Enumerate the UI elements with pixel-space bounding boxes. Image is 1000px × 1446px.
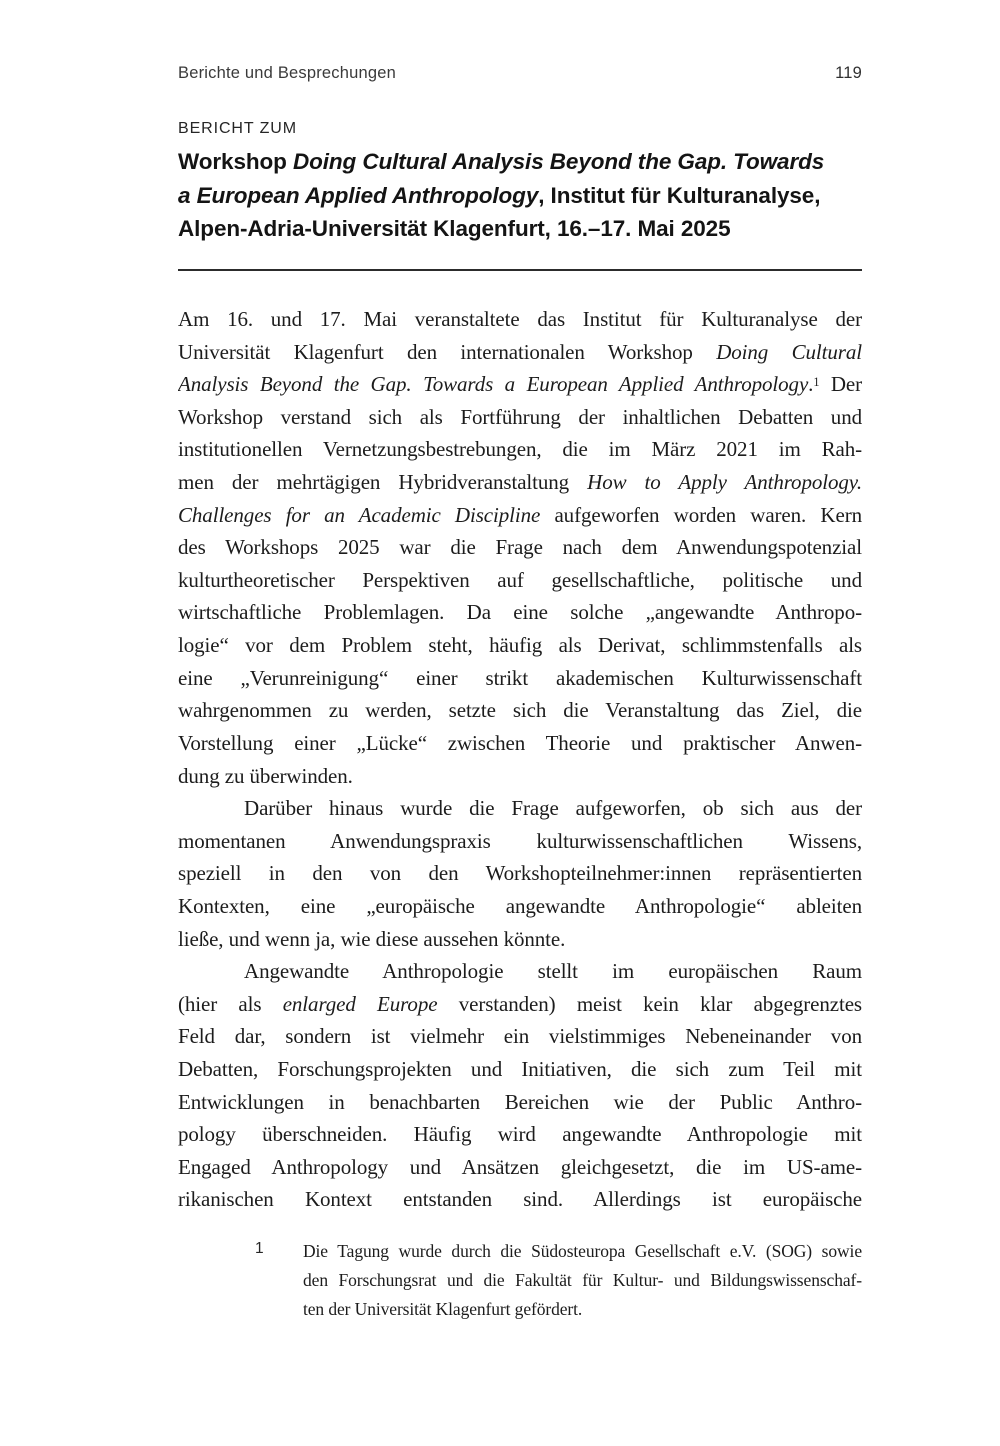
text-line (178, 1183, 862, 1216)
text-run: , Institut für Kulturanalyse, (538, 182, 821, 208)
italic-run: a European Applied Anthropology (178, 182, 539, 208)
text-run: rikanischen Kontext entstanden sind. Allerdings ist europäische (178, 1187, 862, 1212)
text-line (178, 857, 862, 890)
article-body (178, 303, 862, 1216)
text-run: Darüber hinaus wurde die Frage aufgeworfen, ob sich aus der (244, 796, 862, 821)
text-line (178, 303, 862, 336)
text-run: ließe, und wenn ja, wie diese aussehen könnte. (178, 926, 566, 951)
text-line (178, 825, 862, 858)
text-line (178, 212, 862, 246)
text-line (178, 596, 862, 629)
text-run: Workshop verstand sich als Fortführung der inhaltlichen Debatten und (178, 404, 862, 429)
text-run: den Forschungsrat und die Fakultät für Kultur- und Bildungswissenschaf- (303, 1270, 862, 1290)
paragraph (178, 303, 862, 792)
text-line (178, 531, 862, 564)
text-run: dung zu überwinden. (178, 763, 353, 788)
italic-run: enlarged Europe (282, 991, 438, 1016)
text-line (178, 988, 862, 1021)
text-line (178, 955, 862, 988)
text-run: momentanen Anwendungspraxis kulturwissenschaftlichen Wissens, (178, 828, 862, 853)
text-run: Die Tagung wurde durch die Südosteuropa Gesellschaft e.V. (SOG) sowie (303, 1241, 862, 1261)
italic-run: Challenges for an Academic Discipline (178, 502, 541, 527)
italic-run: How to Apply Anthropology. (587, 470, 862, 495)
text-run: . (808, 372, 814, 397)
text-line (178, 727, 862, 760)
text-run: Workshop (178, 149, 293, 174)
text-line (178, 792, 862, 825)
text-line (178, 694, 862, 727)
running-header (178, 63, 862, 84)
title-divider (178, 269, 862, 271)
text-run: kulturtheoretischer Perspektiven auf gesellschaftliche, politische und (178, 567, 862, 592)
footnote-text (303, 1237, 862, 1324)
text-run: ten der Universität Klagenfurt gefördert. (303, 1299, 583, 1319)
text-run: Engaged Anthropology und Ansätzen gleichgesetzt, die im US-ame- (178, 1154, 862, 1179)
text-run: speziell in den von den Workshopteilnehmer:innen repräsentierten (178, 861, 862, 886)
text-run: pology überschneiden. Häufig wird angewandte Anthropologie mit (178, 1122, 862, 1147)
running-header-section: Berichte und Besprechungen (178, 64, 397, 82)
text-line (178, 433, 862, 466)
report-title (178, 145, 862, 246)
text-line (178, 1086, 862, 1119)
text-line (178, 466, 862, 499)
italic-run: Analysis Beyond the Gap. Towards a European Applied Anthropology (178, 372, 809, 397)
text-line (178, 1151, 862, 1184)
text-run: Der (819, 372, 862, 397)
text-run: des Workshops 2025 war die Frage nach dem Anwendungspotenzial (178, 535, 862, 560)
text-run: aufgeworfen worden waren. Kern (540, 502, 862, 527)
text-run: verstanden) meist kein klar abgegrenztes (437, 991, 862, 1016)
section-kicker: BERICHT ZUM (178, 120, 297, 137)
text-line (178, 923, 862, 956)
page-number: 119 (835, 64, 862, 82)
text-run: (hier als (178, 991, 283, 1016)
text-line (303, 1295, 862, 1324)
text-line (178, 336, 862, 369)
text-line (178, 890, 862, 923)
text-line (178, 499, 862, 532)
text-line (178, 1020, 862, 1053)
text-line (178, 760, 862, 793)
text-run: Entwicklungen in benachbarten Bereichen wie der Public Anthro- (178, 1089, 862, 1114)
text-run: Universität Klagenfurt den internationalen Workshop (178, 339, 717, 364)
text-line (178, 145, 862, 179)
text-run: Feld dar, sondern ist vielmehr ein vielstimmiges Nebeneinander von (178, 1024, 862, 1049)
text-line (178, 368, 862, 401)
footnote (178, 1237, 862, 1324)
paragraph (178, 792, 862, 955)
text-run: wahrgenommen zu werden, setzte sich die Veranstaltung das Ziel, die (178, 698, 862, 723)
text-run: Alpen-Adria-Universität Klagenfurt, 16.–17. Mai 2025 (178, 216, 731, 241)
text-line (178, 629, 862, 662)
text-run: logie“ vor dem Problem steht, häufig als Derivat, schlimmstenfalls als (178, 633, 862, 658)
text-line (178, 179, 862, 213)
text-run: men der mehrtägigen Hybridveranstaltung (178, 470, 588, 495)
text-line (303, 1266, 862, 1295)
text-run: Vorstellung einer „Lücke“ zwischen Theorie und praktischer Anwen- (178, 730, 862, 755)
italic-run: Doing Cultural (716, 339, 862, 364)
text-run: Debatten, Forschungsprojekten und Initiativen, die sich zum Teil mit (178, 1057, 862, 1082)
text-line (178, 662, 862, 695)
text-line (303, 1237, 862, 1266)
text-run: wirtschaftliche Problemlagen. Da eine solche „angewandte Anthropo- (178, 600, 862, 625)
text-line (178, 1118, 862, 1151)
paragraph (178, 955, 862, 1216)
text-run: Angewandte Anthropologie stellt im europäischen Raum (244, 959, 862, 984)
text-line (178, 401, 862, 434)
footnote-number: 1 (255, 1240, 264, 1257)
text-run: Kontexten, eine „europäische angewandte Anthropologie“ ableiten (178, 893, 862, 918)
text-run: eine „Verunreinigung“ einer strikt akademischen Kulturwissenschaft (178, 665, 862, 690)
italic-run: Doing Cultural Analysis Beyond the Gap. Towards (292, 149, 825, 174)
text-run: institutionellen Vernetzungsbestrebungen, die im März 2021 im Rah- (178, 437, 862, 462)
text-run: Am 16. und 17. Mai veranstaltete das Institut für Kulturanalyse der (178, 307, 862, 331)
text-line (178, 1053, 862, 1086)
text-line (178, 564, 862, 597)
footnote-marker: 1 (813, 374, 820, 389)
